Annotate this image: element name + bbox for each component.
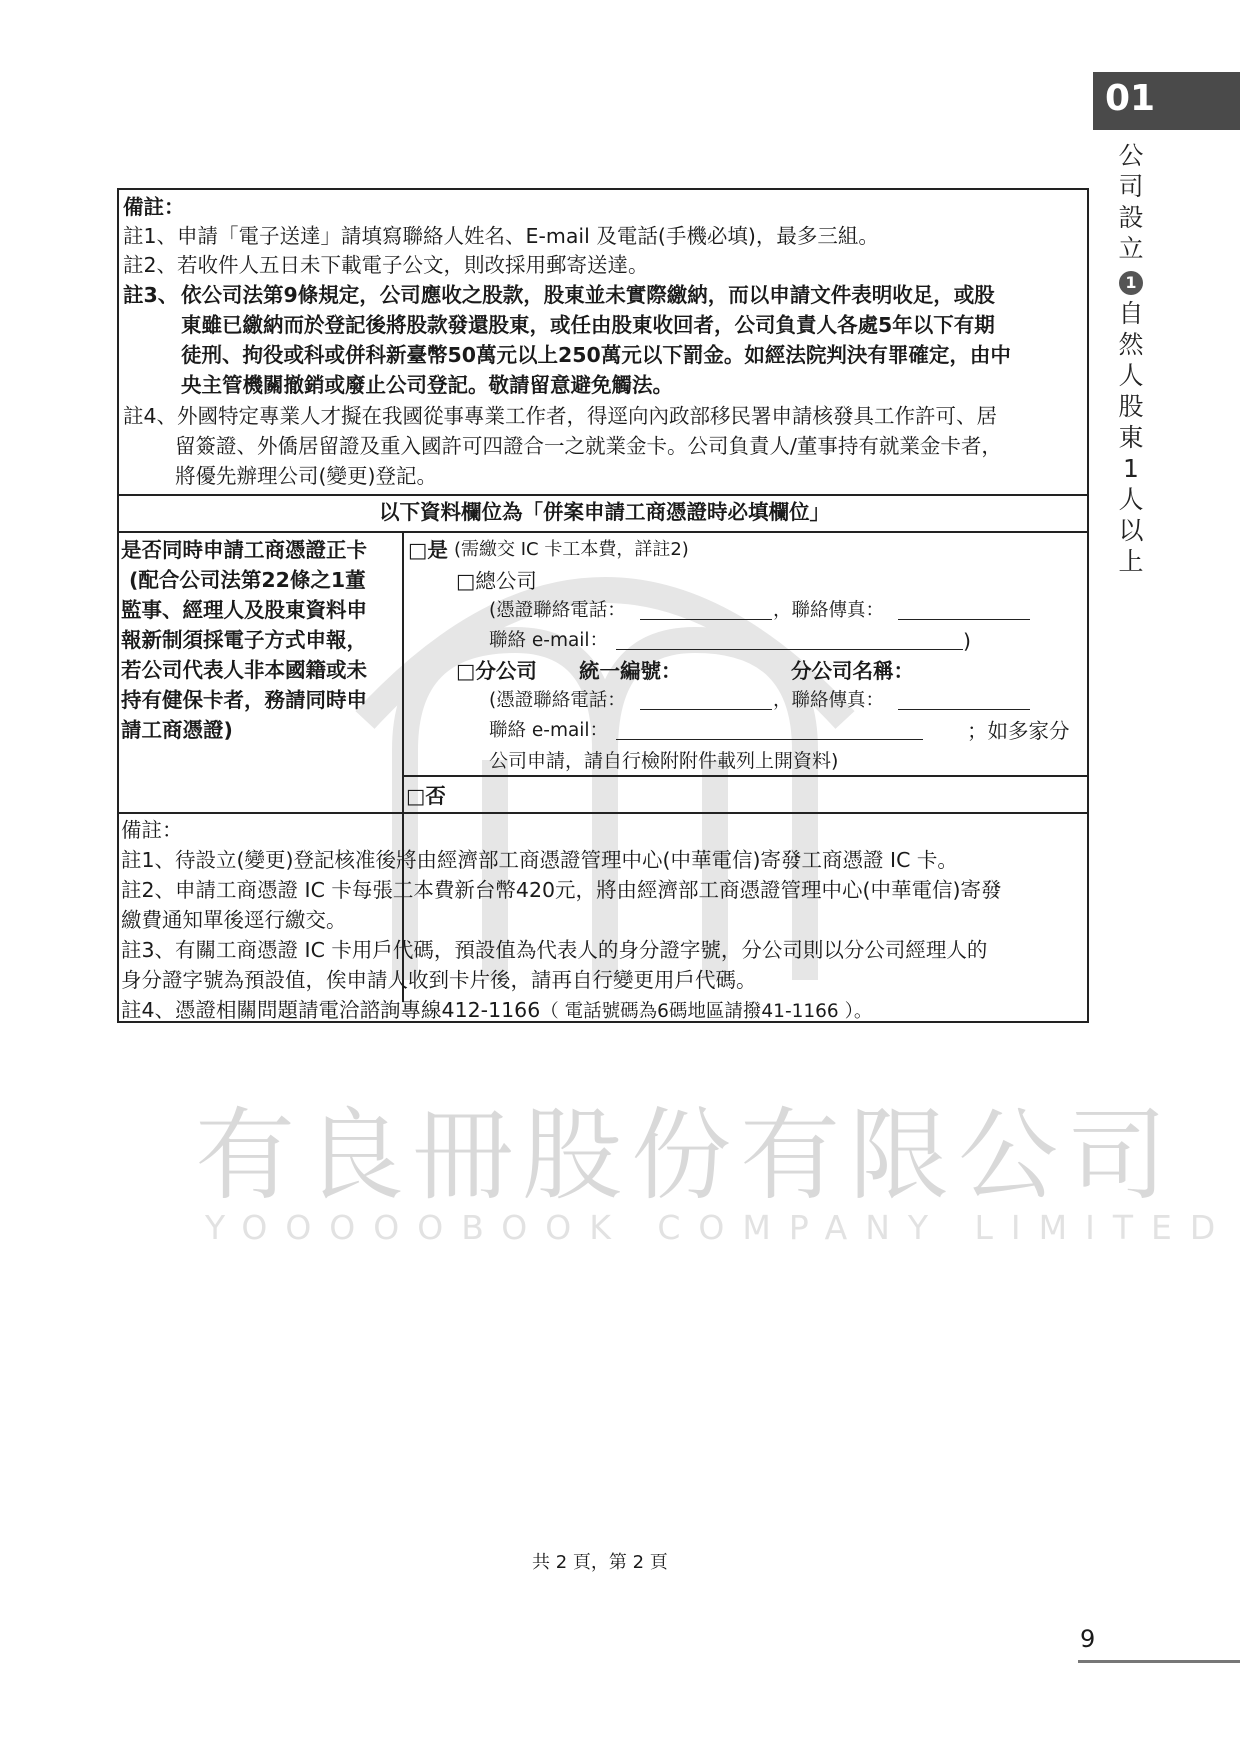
chapter-number: 01 [1105, 78, 1156, 119]
chapter-tab [1093, 72, 1240, 130]
hq-phone-label: (憑證聯絡電話： [489, 600, 626, 621]
note3-prefix: 註3、 [123, 283, 179, 307]
note1-electronic-delivery: 註1、申請「電子送達」請填寫聯絡人姓名、E-mail 及電話(手機必填)，最多三組。 [123, 224, 879, 248]
note3-line: 依公司法第9條規定，公司應收之股款，股東並未實際繳納，而以申請文件表明收足，或股 [181, 283, 995, 307]
note3-line: 東雖已繳納而於登記後將股款發還股東，或任由股東收回者，公司負責人各處5年以下有期 [181, 313, 995, 337]
divider [402, 775, 1087, 777]
question-line: 是否同時申請工商憑證正卡 [121, 538, 367, 562]
branch-checkbox[interactable]: □分公司 [456, 659, 537, 683]
question-line: (配合公司法第22條之1董 [129, 568, 366, 592]
note3-line: 徒刑、拘役或科或併科新臺幣50萬元以上250萬元以下罰金。如經法院判決有罪確定，由中 [181, 343, 1011, 367]
yes-note: (需繳交 IC 卡工本費，詳註2) [454, 539, 689, 560]
note4-line: 將優先辦理公司(變更)登記。 [175, 464, 437, 488]
question-line: 報新制須採電子方式申報， [121, 628, 367, 652]
notes2-heading: 備註： [121, 818, 183, 842]
chapter-circle-number: 1 [1119, 271, 1143, 295]
hq-email-field[interactable] [616, 649, 963, 650]
watermark-company-english: YOOOOOBOOK COMPANY LIMITED [205, 1208, 1234, 1247]
question-line: 若公司代表人非本國籍或未 [121, 658, 367, 682]
hq-fax-label: ，聯絡傳真： [773, 600, 885, 621]
notes2-line: 註1、待設立(變更)登記核准後將由經濟部工商憑證管理中心(中華電信)寄發工商憑證 IC 卡。 [121, 848, 958, 872]
notes2-line: 註3、有關工商憑證 IC 卡用戶代碼，預設值為代表人的身分證字號，分公司則以分公司經理人的 [121, 938, 988, 962]
branch-fax-field[interactable] [898, 709, 1030, 710]
note4-line: 註4、外國特定專業人才擬在我國從事專業工作者，得逕向內政部移民署申請核發具工作許可、居 [123, 404, 998, 428]
branch-tax-id-label: 統一編號： [579, 659, 682, 683]
divider [119, 812, 1087, 814]
multi-branch-note: ；如多家分 [967, 719, 1070, 743]
note2-mail-delivery: 註2、若收件人五日未下載電子公文，則改採用郵寄送達。 [123, 253, 649, 277]
branch-email-field[interactable] [616, 739, 923, 740]
branch-fax-label: ，聯絡傳真： [773, 690, 885, 711]
yes-checkbox[interactable]: □是 [408, 538, 448, 562]
notes2-line: 繳費通知單後逕行繳交。 [121, 908, 347, 932]
notes2-line: 身分證字號為預設值，俟申請人收到卡片後，請再自行變更用戶代碼。 [121, 968, 757, 992]
question-line: 請工商憑證) [121, 718, 233, 742]
question-line: 持有健保卡者，務請同時申 [121, 688, 367, 712]
hq-email-close-paren: ) [963, 629, 971, 653]
page-count-footer: 共 2 頁，第 2 頁 [532, 1552, 668, 1573]
question-line: 監事、經理人及股東資料申 [121, 598, 367, 622]
section-title: 以下資料欄位為「併案申請工商憑證時必填欄位」 [379, 500, 830, 524]
divider [119, 494, 1087, 496]
application-form [117, 188, 1089, 1023]
divider [119, 531, 1087, 533]
chapter-title-vertical: 公 司 設 立 1 自 然 人 股 東 1 人 以 上 [1118, 141, 1144, 576]
note3-line: 央主管機關撤銷或廢止公司登記。敬請留意避免觸法。 [181, 373, 673, 397]
hq-fax-field[interactable] [898, 619, 1030, 620]
branch-phone-label: (憑證聯絡電話： [489, 690, 626, 711]
page-number: 9 [1080, 1625, 1096, 1653]
hq-email-label: 聯絡 e-mail： [489, 630, 609, 651]
no-checkbox[interactable]: □否 [406, 784, 446, 808]
hq-checkbox[interactable]: □總公司 [456, 569, 537, 593]
notes1-heading: 備註： [123, 195, 185, 219]
multi-branch-note-cont: 公司申請，請自行檢附附件載列上開資料) [489, 750, 839, 772]
branch-email-label: 聯絡 e-mail： [489, 720, 609, 741]
branch-name-label: 分公司名稱： [791, 659, 914, 683]
page-number-rule [1078, 1660, 1240, 1663]
watermark-company-name: 有良冊股份有限公司 [195, 1097, 1176, 1214]
notes2-line: 註2、申請工商憑證 IC 卡每張工本費新台幣420元，將由經濟部工商憑證管理中心(中華電信)寄發 [121, 878, 1002, 902]
notes2-line-4: 註4、憑證相關問題請電洽諮詢專線412-1166（ 電話號碼為6碼地區請撥41-1166 ）。 [121, 998, 873, 1022]
hq-phone-field[interactable] [640, 619, 772, 620]
column-divider [402, 531, 404, 1002]
branch-phone-field[interactable] [640, 709, 772, 710]
note4-line: 留簽證、外僑居留證及重入國許可四證合一之就業金卡。公司負責人/董事持有就業金卡者， [175, 434, 1002, 458]
